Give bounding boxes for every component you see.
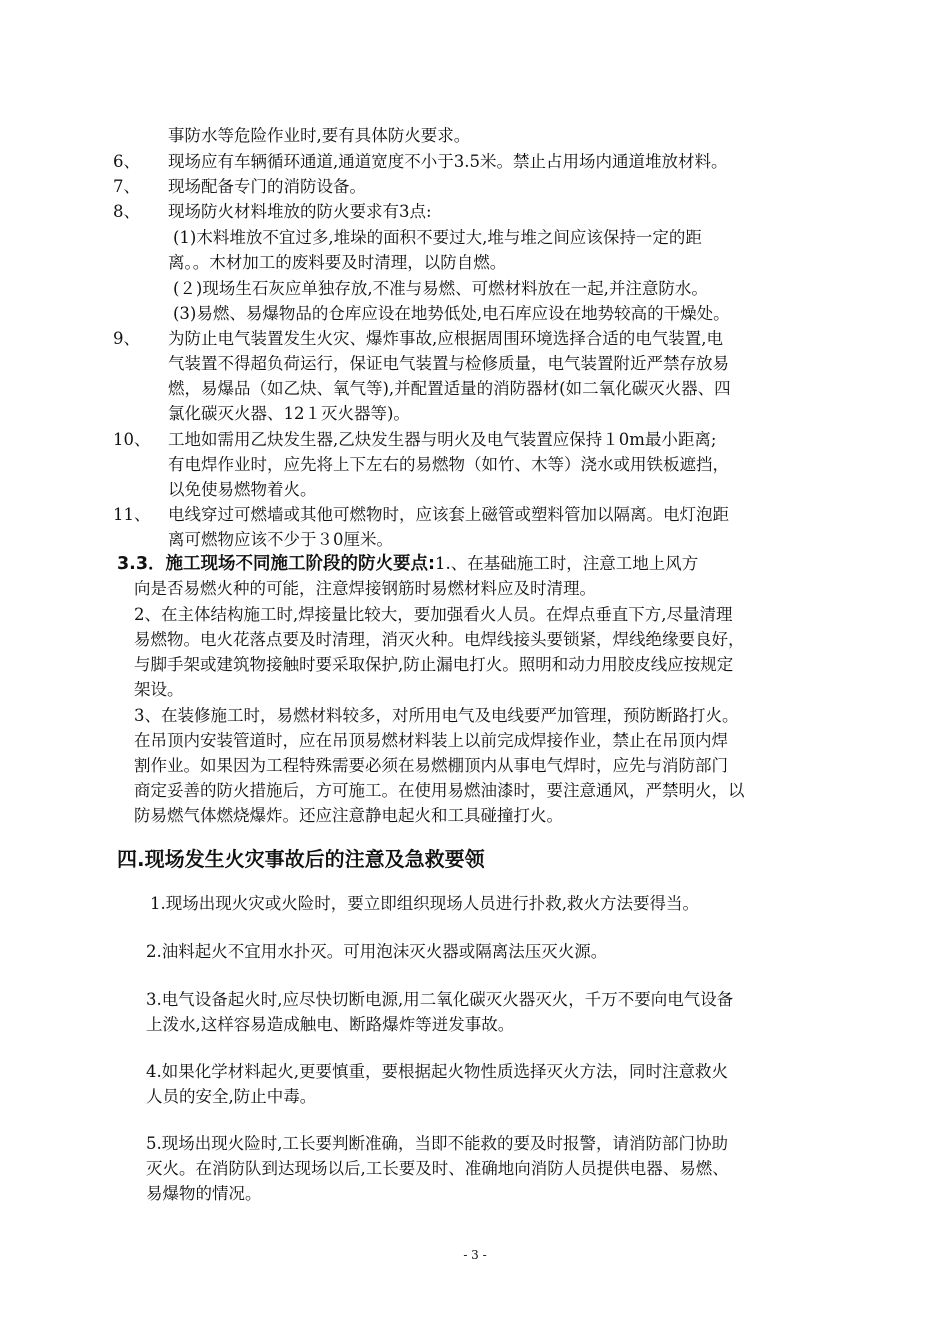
text-line: 上泼水,这样容易造成触电、断路爆炸等迸发事故。 bbox=[146, 1015, 515, 1034]
text-line: (3)易燃、易爆物品的仓库应设在地势低处,电石库应设在地势较高的干燥处。 bbox=[173, 304, 730, 323]
text-line: 事防水等危险作业时,要有具体防火要求。 bbox=[168, 126, 471, 145]
text-line: 4.如果化学材料起火,更要慎重，要根据起火物性质选择灭火方法，同时注意救火 bbox=[146, 1062, 728, 1081]
text-line: 3、在装修施工时，易燃材料较多，对所用电气及电线要严加管理，预防断路打火。 bbox=[134, 706, 739, 725]
text-line: 5.现场出现火险时,工长要判断准确，当即不能救的要及时报警，请消防部门协助 bbox=[146, 1134, 728, 1153]
text-line: 易燃物。电火花落点要及时清理，消灭火种。电焊线接头要锁紧，焊线绝缘要良好， bbox=[134, 630, 745, 649]
text-line: 易爆物的情况。 bbox=[146, 1184, 262, 1203]
text-line: (２)现场生石灰应单独存放,不准与易燃、可燃材料放在一起,并注意防水。 bbox=[173, 279, 708, 298]
text-line: 工地如需用乙炔发生器,乙炔发生器与明火及电气装置应保持１0m最小距离; bbox=[168, 430, 717, 449]
page-number: - 3 - bbox=[463, 1248, 487, 1262]
text-line: 架设。 bbox=[134, 680, 184, 699]
text-line: 气装置不得超负荷运行，保证电气装置与检修质量，电气装置附近严禁存放易 bbox=[168, 354, 729, 373]
section-heading-text: 3.3．施工现场不同施工阶段的防火要点: bbox=[117, 554, 435, 574]
section-heading-3-3 bbox=[117, 552, 698, 576]
text-line: 氯化碳灭火器、12１灭火器等)。 bbox=[168, 404, 410, 423]
heading-mark: 1. bbox=[435, 554, 451, 573]
text-line: 与脚手架或建筑物接触时要采取保护,防止漏电打火。照明和动力用胶皮线应按规定 bbox=[134, 655, 734, 674]
text-line: 现场防火材料堆放的防火要求有3点: bbox=[168, 202, 432, 221]
section-heading-4: 四.现场发生火灾事故后的注意及急救要领 bbox=[117, 847, 485, 871]
text-line: 现场配备专门的消防设备。 bbox=[168, 177, 366, 196]
text-line: 以免使易燃物着火。 bbox=[168, 480, 317, 499]
item-number: 6、 bbox=[113, 152, 140, 171]
text-line: 现场应有车辆循环通道,通道宽度不小于3.5米。禁止占用场内通道堆放材料。 bbox=[168, 152, 728, 171]
text-line: 在吊顶内安装管道时，应在吊顶易燃材料装上以前完成焊接作业，禁止在吊顶内焊 bbox=[134, 731, 728, 750]
text-line: 电线穿过可燃墙或其他可燃物时，应该套上磁管或塑料管加以隔离。电灯泡距 bbox=[168, 505, 729, 524]
text-line: 2、在主体结构施工时,焊接量比较大，要加强看火人员。在焊点垂直下方,尽量清理 bbox=[134, 605, 733, 624]
item-number: 9、 bbox=[113, 329, 140, 348]
text-line: 商定妥善的防火措施后，方可施工。在使用易燃油漆时，要注意通风，严禁明火，以 bbox=[134, 781, 745, 800]
text-line: 燃，易爆品（如乙炔、氧气等),并配置适量的消防器材(如二氧化碳灭火器、四 bbox=[168, 379, 731, 398]
text-line: 灭火。在消防队到达现场以后,工长要及时、准确地向消防人员提供电器、易燃、 bbox=[146, 1159, 729, 1178]
text-line: 离可燃物应该不少于３0厘米。 bbox=[168, 530, 393, 549]
text-line: (1)木料堆放不宜过多,堆垛的面积不要过大,堆与堆之间应该保持一定的距 bbox=[173, 228, 702, 247]
text-line: 离。。木材加工的废料要及时清理，以防自燃。 bbox=[168, 253, 507, 272]
item-number: 11、 bbox=[113, 505, 151, 524]
text-line: 割作业。如果因为工程特殊需要必须在易燃棚顶内从事电气焊时，应先与消防部门 bbox=[134, 756, 728, 775]
item-number: 10、 bbox=[113, 430, 151, 449]
text-line: 为防止电气装置发生火灾、爆炸事故,应根据周围环境选择合适的电气装置,电 bbox=[168, 329, 723, 348]
text-line: 向是否易燃火种的可能，注意焊接钢筋时易燃材料应及时清理。 bbox=[134, 579, 596, 598]
text-line: 防易燃气体燃烧爆炸。还应注意静电起火和工具碰撞打火。 bbox=[134, 806, 563, 825]
text-line: 2.油料起火不宜用水扑灭。可用泡沫灭火器或隔离法压灭火源。 bbox=[146, 942, 608, 961]
text-line: 1.现场出现火灾或火险时，要立即组织现场人员进行扑救,救火方法要得当。 bbox=[150, 894, 699, 913]
item-number: 7、 bbox=[113, 177, 140, 196]
text-line: 有电焊作业时，应先将上下左右的易燃物（如竹、木等）浇水或用铁板遮挡， bbox=[168, 455, 729, 474]
text-line: 人员的安全,防止中毒。 bbox=[146, 1087, 317, 1106]
paragraph-text: 、在基础施工时，注意工地上风方 bbox=[450, 554, 699, 573]
item-number: 8、 bbox=[113, 202, 140, 221]
text-line: 3.电气设备起火时,应尽快切断电源,用二氧化碳灭火器灭火，千万不要向电气设备 bbox=[146, 990, 734, 1009]
